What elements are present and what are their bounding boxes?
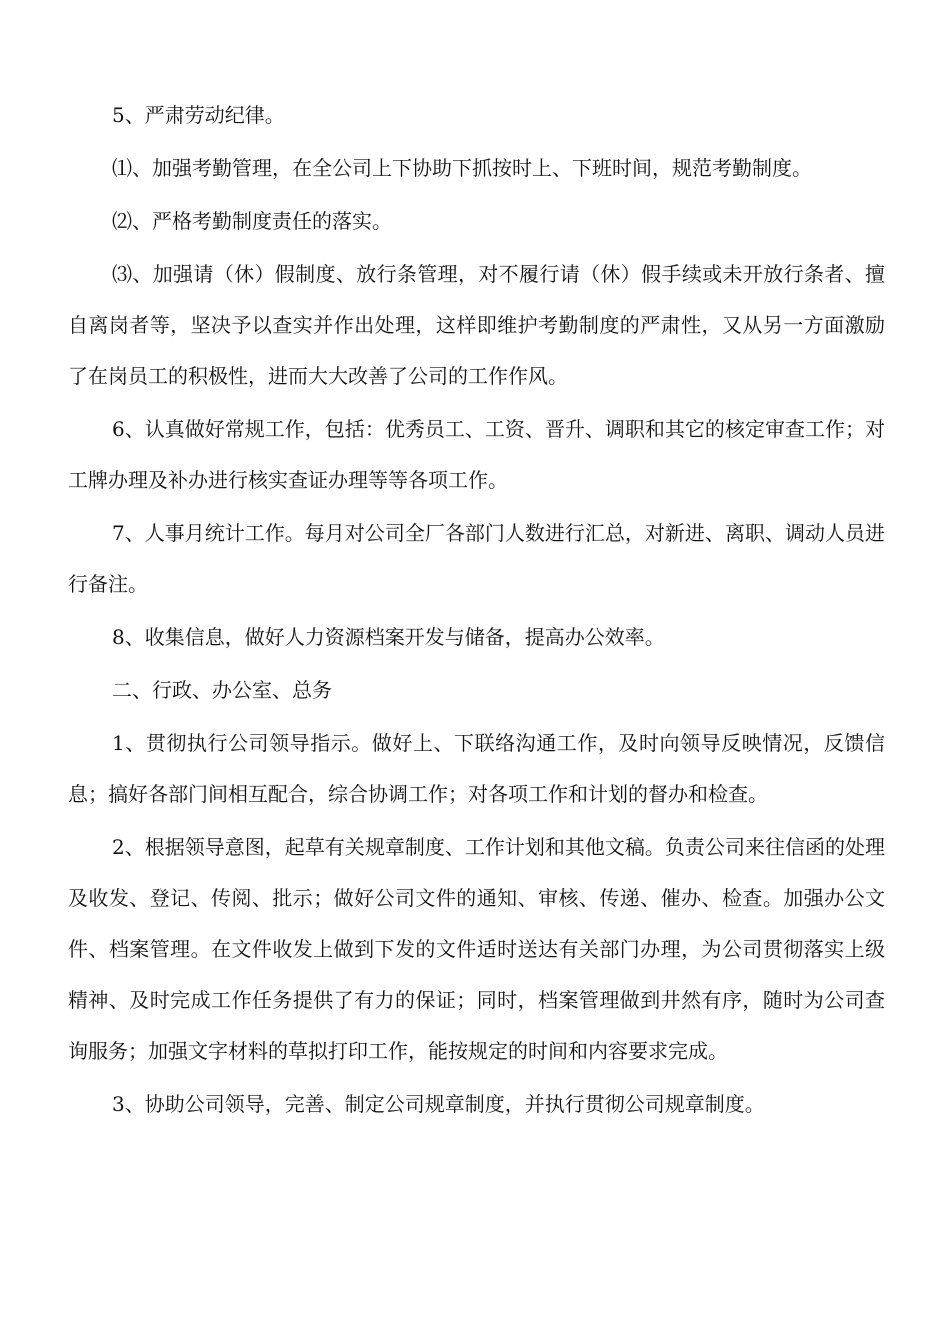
paragraph-item-1-leadership: 1、贯彻执行公司领导指示。做好上、下联络沟通工作，及时向领导反映情况，反馈信息；搞好各部门间相互配合，综合协调工作；对各项工作和计划的督办和检查。 xyxy=(68,731,885,806)
paragraph-subitem-2-responsibility: ⑵、严格考勤制度责任的落实。 xyxy=(112,209,392,233)
paragraph-item-8-information: 8、收集信息，做好人力资源档案开发与储备，提高办公效率。 xyxy=(112,625,665,649)
paragraph-item-6-routine-work: 6、认真做好常规工作，包括：优秀员工、工资、晋升、调职和其它的核定审查工作；对工牌办理及补办进行核实查证办理等等各项工作。 xyxy=(68,417,885,492)
paragraph-item-2-drafting: 2、根据领导意图，起草有关规章制度、工作计划和其他文稿。负责公司来往信函的处理及收发、登记、传阅、批示；做好公司文件的通知、审核、传递、催办、检查。加强办公文件、档案管理。在文件收发上做到下发的文件适时送达有关部门办理，为公司贯彻落实上级精神、及时完成工作任务提供了有力的保证；同时，档案管理做到井然有序，随时为公司查询服务；加强文字材料的草拟打印工作，能按规定的时间和内容要求完成。 xyxy=(68,835,885,1063)
paragraph-item-3-regulations: 3、协助公司领导，完善、制定公司规章制度，并执行贯彻公司规章制度。 xyxy=(112,1092,765,1116)
paragraph-item-5-labor-discipline: 5、严肃劳动纪律。 xyxy=(112,103,285,127)
section-heading-admin-office: 二、行政、办公室、总务 xyxy=(112,678,332,702)
paragraph-item-7-monthly-statistics: 7、人事月统计工作。每月对公司全厂各部门人数进行汇总，对新进、离职、调动人员进行备注。 xyxy=(68,521,885,596)
paragraph-subitem-1-attendance: ⑴、加强考勤管理，在全公司上下协助下抓按时上、下班时间，规范考勤制度。 xyxy=(112,156,812,180)
paragraph-subitem-3-leave-management: ⑶、加强请（休）假制度、放行条管理，对不履行请（休）假手续或未开放行条者、擅自离岗者等，坚决予以查实并作出处理，这样即维护考勤制度的严肃性，又从另一方面激励了在岗员工的积极性，进而大大改善了公司的工作作风。 xyxy=(68,262,885,388)
document-body xyxy=(68,90,885,1132)
